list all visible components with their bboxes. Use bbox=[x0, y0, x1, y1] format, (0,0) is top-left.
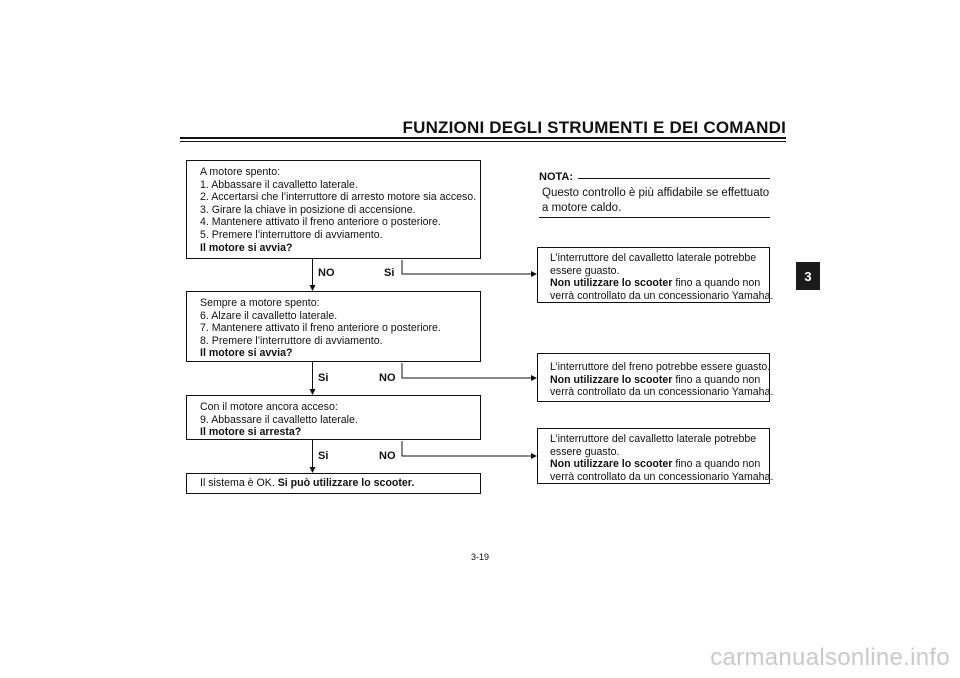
connector-box2-result2 bbox=[402, 363, 532, 378]
step-line: 1. Abbassare il cavalletto laterale. bbox=[200, 178, 358, 191]
nota-rule-bottom bbox=[539, 217, 770, 218]
header-rule bbox=[180, 137, 786, 139]
result-box-1 bbox=[537, 247, 774, 303]
result-line bbox=[550, 374, 763, 387]
result-tail: fino a quando non bbox=[672, 373, 761, 386]
flow-step-box-1 bbox=[186, 160, 481, 259]
step-line: 2. Accertarsi che l’interruttore di arresto motore sia acceso. bbox=[200, 191, 477, 204]
flow-step-box-2 bbox=[186, 291, 481, 362]
result-warning: Non utilizzare lo scooter bbox=[550, 458, 673, 471]
step-line: 5. Premere l’interruttore di avviamento. bbox=[200, 228, 383, 241]
step-line: A motore spento: bbox=[200, 166, 281, 178]
step-line: 6. Alzare il cavalletto laterale. bbox=[200, 309, 338, 322]
step-question: Il motore si avvia? bbox=[200, 241, 293, 254]
result-ok-prefix: Il sistema è OK. bbox=[200, 477, 278, 489]
step-line: 9. Abbassare il cavalletto laterale. bbox=[200, 413, 358, 426]
result-line: essere guasto. bbox=[550, 264, 620, 277]
result-line: verrà controllato da un concessionario Yamaha. bbox=[550, 470, 774, 483]
result-line bbox=[550, 277, 763, 290]
step-line: 4. Mantenere attivato il freno anteriore o posteriore. bbox=[200, 216, 441, 229]
nota-label: NOTA: bbox=[539, 171, 574, 183]
result-line: verrà controllato da un concessionario Yamaha. bbox=[550, 289, 774, 302]
watermark: carmanualsonline.info bbox=[710, 644, 950, 671]
branch-label-no: NO bbox=[379, 450, 396, 462]
step-question: Il motore si arresta? bbox=[200, 426, 302, 439]
flow-result-ok-box bbox=[186, 473, 481, 494]
result-tail: fino a quando non bbox=[672, 458, 761, 471]
nota-rule-top bbox=[578, 178, 770, 179]
result-box-2 bbox=[537, 353, 774, 402]
step-line: Sempre a motore spento: bbox=[200, 297, 320, 309]
result-ok-bold: Si può utilizzare lo scooter. bbox=[277, 477, 415, 489]
result-ok-line bbox=[200, 477, 472, 490]
branch-label-si: Si bbox=[318, 372, 329, 384]
branch-label-si: Si bbox=[318, 450, 329, 462]
result-warning: Non utilizzare lo scooter bbox=[550, 373, 673, 386]
page-number: 3-19 bbox=[470, 552, 489, 562]
page-title: FUNZIONI DEGLI STRUMENTI E DEI COMANDI bbox=[402, 118, 786, 137]
connector-box3-result3 bbox=[402, 441, 532, 456]
step-line: 8. Premere l’interruttore di avviamento. bbox=[200, 334, 383, 347]
result-line: verrà controllato da un concessionario Yamaha. bbox=[550, 386, 774, 399]
step-line: 3. Girare la chiave in posizione di accensione. bbox=[200, 203, 416, 216]
result-tail: fino a quando non bbox=[672, 277, 761, 290]
branch-label-no: NO bbox=[379, 372, 396, 384]
result-line: essere guasto. bbox=[550, 445, 620, 458]
result-warning: Non utilizzare lo scooter bbox=[550, 277, 673, 290]
nota-text: Questo controllo è più affidabile se effettuato a motore caldo. bbox=[542, 187, 770, 214]
connector-box1-result1 bbox=[402, 260, 532, 274]
chapter-tab: 3 bbox=[796, 262, 820, 290]
result-line: L’interruttore del cavalletto laterale potrebbe bbox=[550, 433, 757, 445]
result-line: L’interruttore del freno potrebbe essere guasto. bbox=[550, 361, 771, 373]
step-line: 7. Mantenere attivato il freno anteriore o posteriore. bbox=[200, 322, 441, 335]
step-line: Con il motore ancora acceso: bbox=[200, 401, 338, 413]
step-question: Il motore si avvia? bbox=[200, 347, 293, 360]
result-line bbox=[550, 458, 763, 471]
result-box-3 bbox=[537, 428, 774, 484]
branch-label-no: NO bbox=[318, 267, 335, 279]
flow-step-box-3 bbox=[186, 395, 481, 440]
result-line: L’interruttore del cavalletto laterale potrebbe bbox=[550, 252, 757, 264]
branch-label-si: Si bbox=[384, 267, 395, 279]
header-rule-thin bbox=[180, 141, 786, 142]
